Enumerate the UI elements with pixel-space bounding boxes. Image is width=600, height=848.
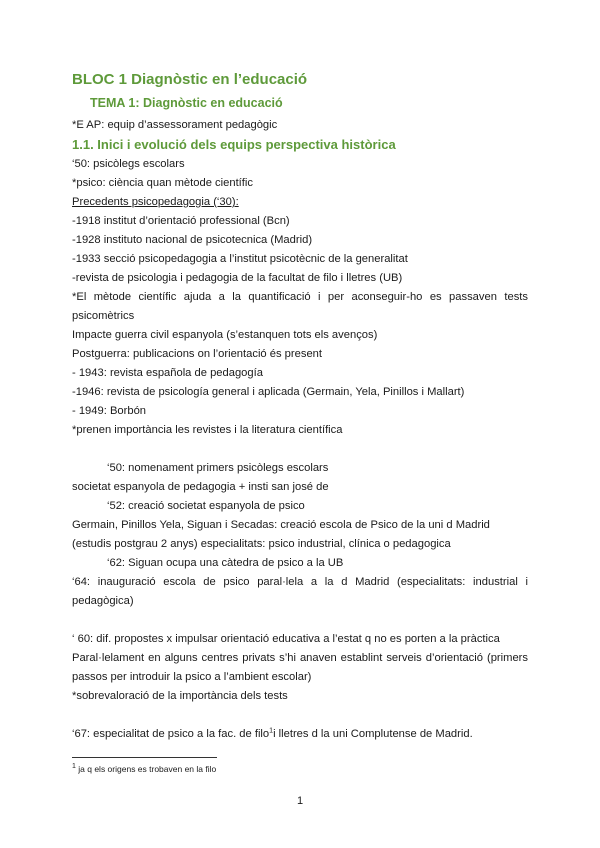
text-line: Paral·lelament en alguns centres privats s’hi anaven establint serveis d’orientació (primers — [72, 652, 528, 664]
text-line: passos per introduir la psico a l’ambient escolar) — [72, 671, 312, 683]
text-line: Germain, Pinillos Yela, Siguan i Secadas: creació escola de Psico de la uni d Madrid — [72, 519, 490, 531]
section-heading: 1.1. Inici i evolució dels equips perspectiva històrica — [72, 137, 396, 152]
footnote-text: ja q els origens es trobaven en la filo — [75, 764, 217, 774]
text-line — [72, 727, 473, 741]
text-line: - 1949: Borbón — [72, 405, 147, 417]
page-number: 1 — [296, 795, 304, 807]
eap-note: *E AP: equip d’assessorament pedagògic — [72, 119, 278, 131]
footnote-ref[interactable]: 1 — [269, 727, 274, 735]
text-line: ‘64: inauguració escola de psico paral·lela a la d Madrid (especialitats: industrial i — [72, 576, 528, 588]
text-line: Impacte guerra civil espanyola (s’estanquen tots els avenços) — [72, 329, 378, 341]
text-line: psicomètrics — [72, 310, 135, 322]
tema-heading: TEMA 1: Diagnòstic en educació — [90, 96, 283, 110]
text-line: *psico: ciència quan mètode científic — [72, 177, 253, 189]
text-line-end: i lletres d la uni Complutense de Madrid. — [273, 728, 473, 740]
text-line: (estudis postgrau 2 anys) especialitats: psico industrial, clínica o pedagogica — [72, 538, 451, 550]
text-line: -1933 secció psicopedagogia a l’institut psicotècnic de la generalitat — [72, 253, 408, 265]
text-line: ‘52: creació societat espanyola de psico — [107, 500, 305, 512]
text-line: pedagògica) — [72, 595, 134, 607]
text-line: ‘50: nomenament primers psicòlegs escolars — [107, 462, 329, 474]
bloc-heading: BLOC 1 Diagnòstic en l’educació — [72, 71, 308, 88]
text-line: -1946: revista de psicología general i aplicada (Germain, Yela, Pinillos i Mallart) — [72, 386, 465, 398]
text-line: -1918 institut d’orientació professional (Bcn) — [72, 215, 290, 227]
text-line: *El mètode científic ajuda a la quantificació i per aconseguir-ho es passaven tests — [72, 291, 528, 303]
text-line: Postguerra: publicacions on l’orientació és present — [72, 348, 322, 360]
text-line: *sobrevaloració de la importància dels tests — [72, 690, 288, 702]
text-line: ‘ 60: dif. propostes x impulsar orientació educativa a l’estat q no es porten a la pràctica — [72, 633, 500, 645]
text-line: ‘62: Siguan ocupa una càtedra de psico a la UB — [107, 557, 344, 569]
text-line: *prenen importància les revistes i la literatura científica — [72, 424, 343, 436]
text-line-start: ‘67: especialitat de psico a la fac. de filo — [72, 728, 270, 740]
text-line: -1928 instituto nacional de psicotecnica (Madrid) — [72, 234, 313, 246]
footnote-mark: 1 — [72, 763, 76, 771]
text-line: ‘50: psicòlegs escolars — [72, 158, 185, 170]
precedents-subheading: Precedents psicopedagogia (‘30): — [72, 196, 239, 208]
text-line: societat espanyola de pedagogia + insti san josé de — [72, 481, 329, 493]
footnote-divider — [72, 757, 217, 758]
text-line: -revista de psicologia i pedagogia de la facultat de filo i lletres (UB) — [72, 272, 403, 284]
text-line: - 1943: revista española de pedagogía — [72, 367, 263, 379]
footnote — [72, 764, 216, 774]
